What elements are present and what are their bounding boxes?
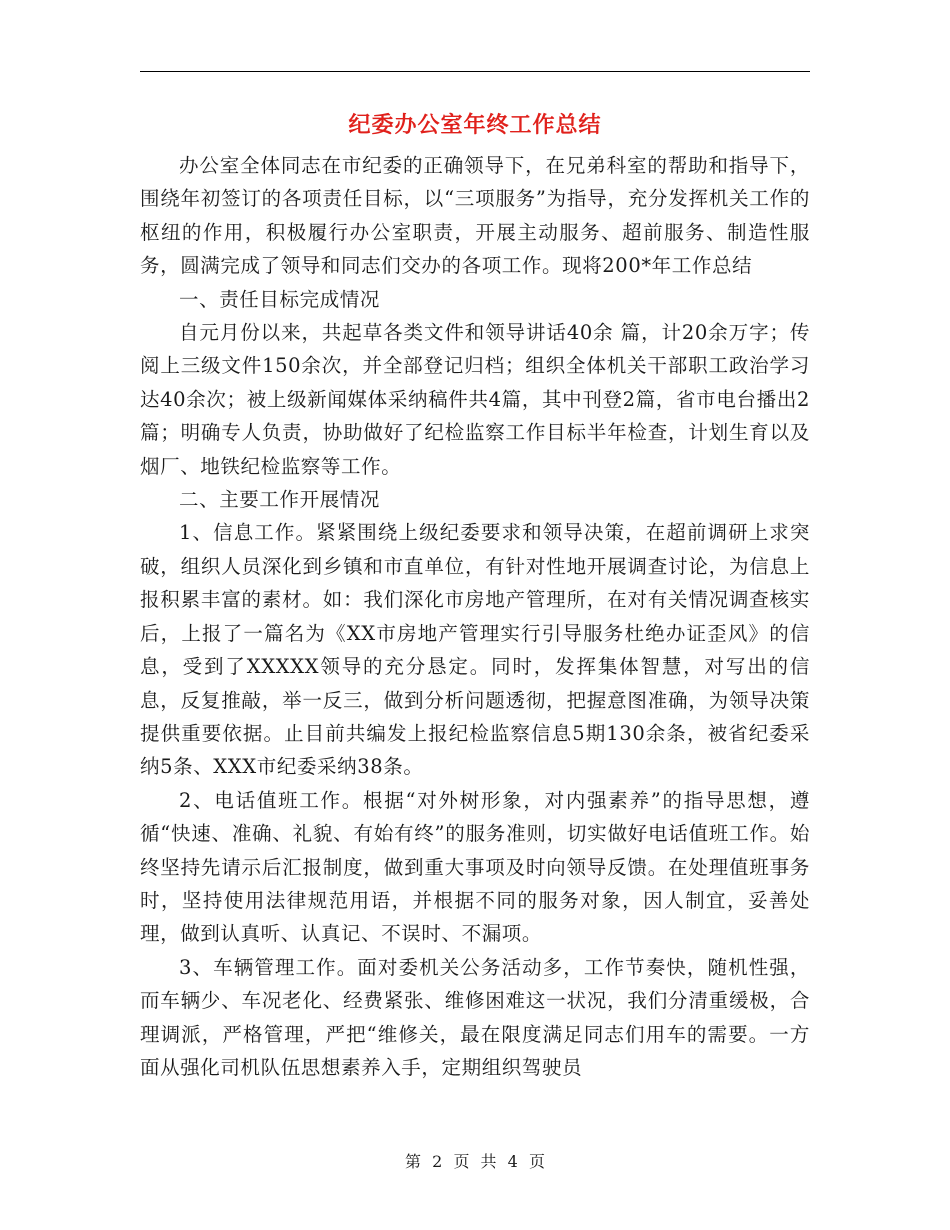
- document-title: 纪委办公室年终工作总结: [348, 112, 602, 138]
- current-page-number: 2: [432, 1152, 443, 1171]
- page-label-mid: 页: [453, 1152, 470, 1171]
- total-pages-number: 4: [507, 1152, 518, 1171]
- total-label: 共: [480, 1152, 497, 1171]
- phone-duty-paragraph: 2、电话值班工作。根据“对外树形象，对内强素养”的指导思想，遵循“快速、准确、礼貌、有始有终”的服务准则，切实做好电话值班工作。始终坚持先请示后汇报制度，做到重大事项及时向领导反馈。在处理值班事务时，坚持使用法律规范用语，并根据不同的服务对象，因人制宜，妥善处理，做到认真听、认真记、不误时、不漏项。: [140, 788, 810, 946]
- header-rule: [140, 71, 810, 72]
- document-body: [140, 149, 810, 1084]
- intro-paragraph: 办公室全体同志在市纪委的正确领导下，在兄弟科室的帮助和指导下，围绕年初签订的各项责任目标，以“三项服务”为指导，充分发挥机关工作的枢纽的作用，积极履行办公室职责，开展主动服务、超前服务、制造性服务，圆满完成了领导和同志们交办的各项工作。现将200*年工作总结: [140, 154, 810, 278]
- info-work-paragraph: 1、信息工作。紧紧围绕上级纪委要求和领导决策，在超前调研上求突破，组织人员深化到乡镇和市直单位，有针对性地开展调查讨论，为信息上报积累丰富的素材。如：我们深化市房地产管理所，在对有关情况调查核实后，上报了一篇名为《XX市房地产管理实行引导服务杜绝办证歪风》的信息，受到了XXXXX领导的充分恳定。同时，发挥集体智慧，对写出的信息，反复推敲，举一反三，做到分析问题透彻，把握意图准确，为领导决策提供重要依据。止目前共编发上报纪检监察信息5期130余条，被省纪委采纳5条、XXX市纪委采纳38条。: [140, 521, 810, 779]
- section-heading-1: 一、责任目标完成情况: [179, 287, 381, 311]
- page-label-prefix: 第: [405, 1152, 422, 1171]
- section-heading-2: 二、主要工作开展情况: [179, 488, 381, 512]
- page-footer: [0, 1150, 950, 1174]
- vehicle-management-paragraph: 3、车辆管理工作。面对委机关公务活动多，工作节奏快，随机性强，而车辆少、车况老化、经费紧张、维修困难这一状况，我们分清重缓极，合理调派，严格管理，严把“维修关，最在限度满足同志们用车的需要。一方面从强化司机队伍思想素养入手，定期组织驾驶员: [140, 955, 810, 1079]
- section-1-paragraph: 自元月份以来，共起草各类文件和领导讲话40余 篇，计20余万字；传阅上三级文件150余次，并全部登记归档；组织全体机关干部职工政治学习达40余次；被上级新闻媒体采纳稿件共4篇，其中刊登2篇，省市电台播出2篇；明确专人负责，协助做好了纪检监察工作目标半年检查，计划生育以及烟厂、地铁纪检监察等工作。: [140, 321, 810, 478]
- page-label-suffix: 页: [528, 1152, 545, 1171]
